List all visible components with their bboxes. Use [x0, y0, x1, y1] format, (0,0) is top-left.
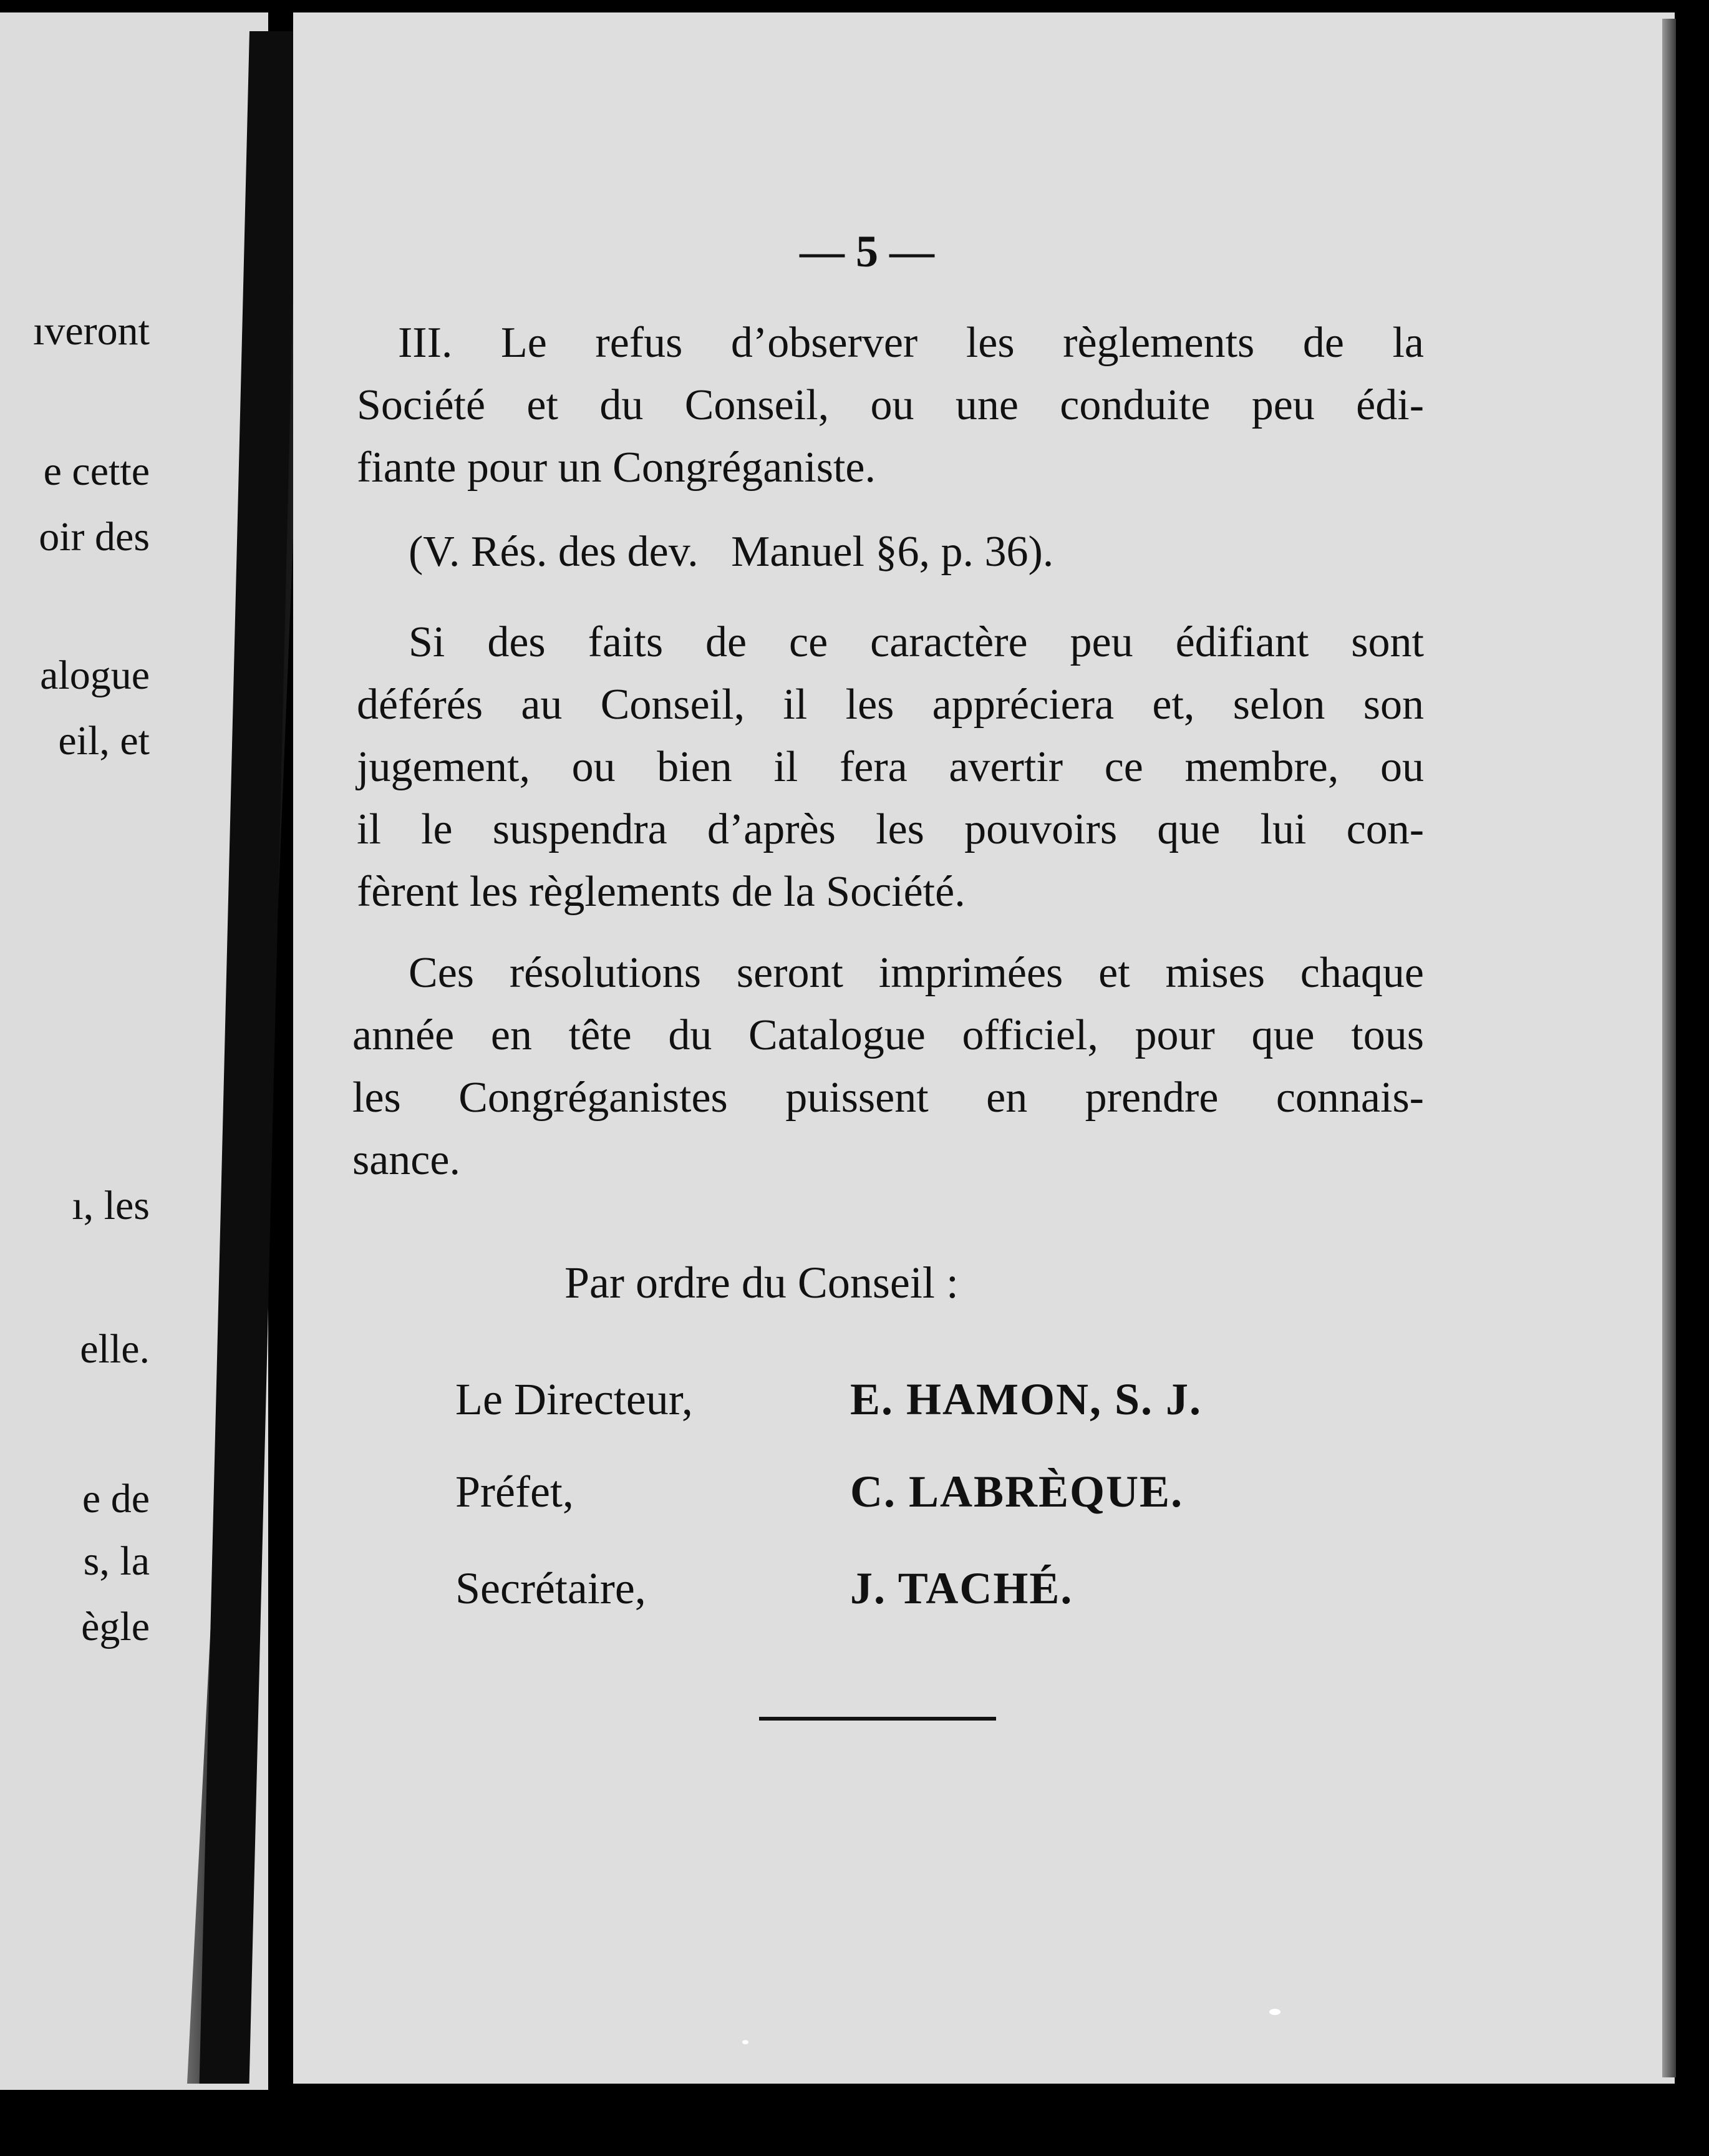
resolutions-line: sance. — [352, 1136, 460, 1184]
faits-line: jugement, ou bien il fera avertir ce membre, ou — [357, 743, 1424, 791]
left-page-line: oir des — [39, 514, 150, 560]
resolutions-line: année en tête du Catalogue officiel, pour que tous — [352, 1011, 1424, 1059]
left-page-line: ègle — [81, 1604, 150, 1649]
left-page-line: ı, les — [72, 1183, 150, 1228]
scan-speck — [1269, 2009, 1281, 2015]
left-page-line: e cette — [43, 449, 150, 494]
left-page-line: s, la — [83, 1538, 150, 1584]
signature-role-secretaire: Secrétaire, — [455, 1563, 646, 1613]
article-iii-line: III. Le refus d’observer les règlements de la — [398, 319, 1424, 367]
left-page-line: e de — [82, 1476, 150, 1522]
closing-rule — [759, 1717, 996, 1721]
signature-role-prefet: Préfet, — [455, 1467, 574, 1517]
left-page-line: elle. — [80, 1326, 150, 1372]
scan-speck — [742, 2040, 748, 2044]
signature-role-directeur: Le Directeur, — [455, 1374, 693, 1424]
article-iii-line: Société et du Conseil, ou une conduite peu édi- — [357, 381, 1424, 429]
signature-name-prefet: C. LABRÈQUE. — [850, 1467, 1184, 1517]
left-page-line: alogue — [40, 653, 150, 698]
faits-line: Si des faits de ce caractère peu édifiant sont — [409, 618, 1424, 666]
faits-line: déférés au Conseil, il les appréciera et, selon son — [357, 681, 1424, 729]
resolutions-line: Ces résolutions seront imprimées et mises chaque — [409, 949, 1424, 997]
reference-line: (V. Rés. des dev. Manuel §6, p. 36). — [409, 528, 1054, 576]
page-edge — [1662, 19, 1676, 2077]
resolutions-line: les Congréganistes puissent en prendre connais- — [352, 1074, 1424, 1122]
article-iii-line: fiante pour un Congréganiste. — [357, 444, 876, 492]
left-page-line: ıveront — [33, 308, 150, 354]
page-number: — 5 — — [800, 226, 934, 276]
signature-name-secretaire: J. TACHÉ. — [850, 1563, 1073, 1613]
order-line: Par ordre du Conseil : — [564, 1258, 959, 1308]
faits-line: il le suspendra d’après les pouvoirs que lui con- — [357, 805, 1424, 853]
faits-line: fèrent les règlements de la Société. — [357, 868, 966, 916]
left-page-line: eil, et — [58, 718, 150, 764]
signature-name-directeur: E. HAMON, S. J. — [850, 1374, 1203, 1424]
